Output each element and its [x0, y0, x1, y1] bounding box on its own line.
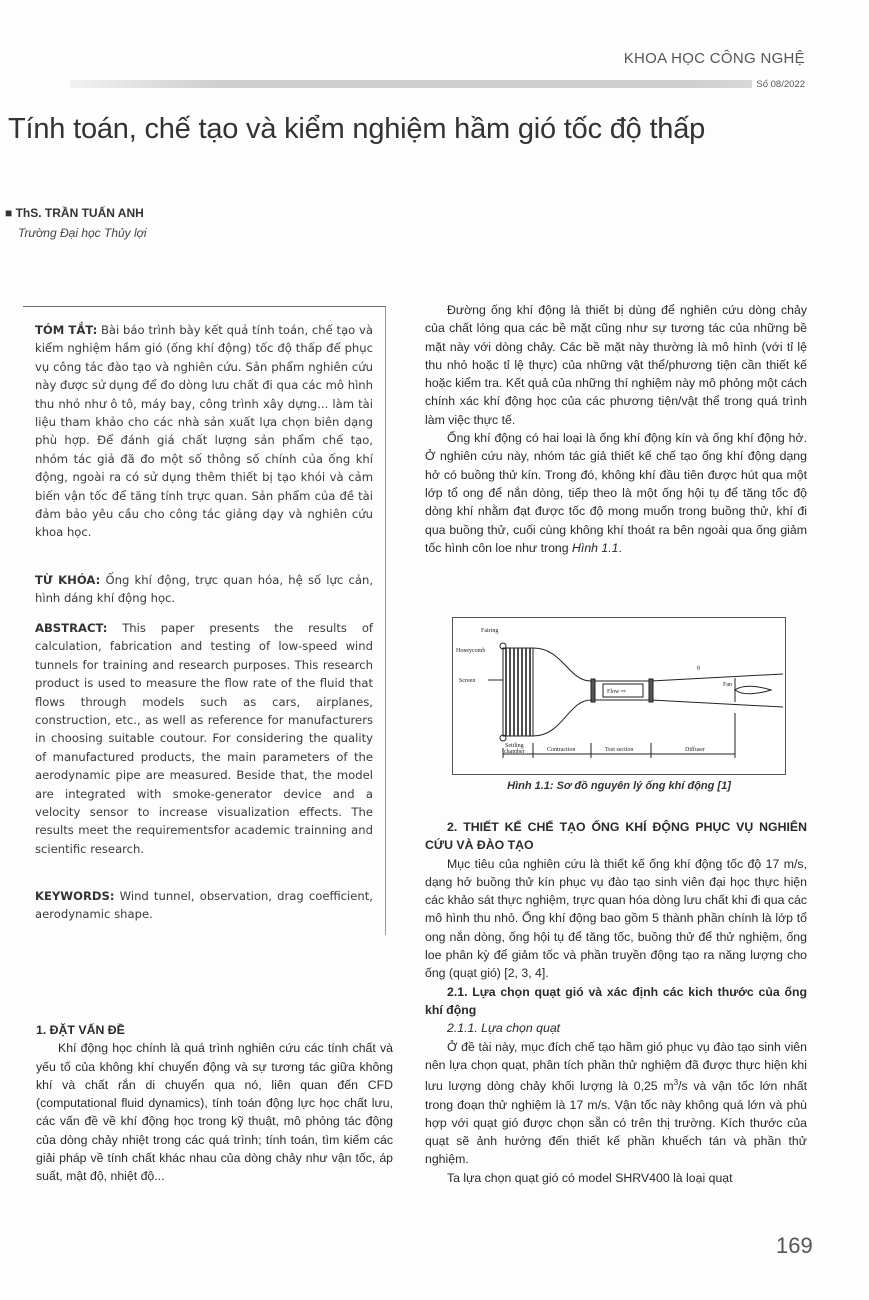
abstract-text: This paper presents the results of calculation, fabrication and testing of low-speed wind tunnels for training and research purposes. This research product is used to measure the flow rate of the fluid that flows through models such as cars, airplanes, construction, etc., as well as reference for manufacturers in choosing suitable coutour. For considering the quality of manufactured products, the main parameters of the aerodynamic pipe are measured. Beside that, the model are integrated with smoke-generator device and a velocity sensor to increase visualization effects. The results meet the requirementsfor academic trainning and scientific research.: [35, 621, 373, 856]
section-2-paragraph: Mục tiêu của nghiên cứu là thiết kế ống khí động tốc độ 17 m/s, dạng hở buồng thử kín phục vụ đào tạo sinh viên đại học thực hiện các khảo sát thực nghiệm, trực quan hóa dòng lưu chất khi đi qua các mô hình thu nhỏ. Ống khí động bao gồm 5 thành phần chính là lớp tổ ong nắn dòng, ống hội tụ để tăng tốc, buồng thử để thử nghiệm, ống loe phân kỳ để giảm tốc và phần truyền động tạo ra năng lượng cho ống (quạt gió) [2, 3, 4].: [425, 856, 807, 981]
tukhoa-text: Ống khí động, trực quan hóa, hệ số lực cản, hình dáng khí động học.: [35, 573, 373, 606]
settling-label-2: chamber: [504, 749, 525, 755]
tukhoa-label: TỪ KHÓA:: [35, 573, 101, 587]
screen-label: Screen: [459, 678, 476, 684]
flow-label: Flow ⇨: [607, 689, 626, 695]
fan-selection-paragraph: [425, 1038, 807, 1169]
tomtat-label: TÓM TẮT:: [35, 323, 98, 337]
right-column-intro: [425, 301, 807, 557]
fan-blade: [735, 686, 771, 694]
issue-number: Số 08/2022: [752, 79, 805, 90]
angle-label: θ: [697, 666, 700, 672]
section-1: [36, 1021, 393, 1186]
page-number: 169: [776, 1233, 813, 1258]
subsection-2-1-1-heading: 2.1.1. Lựa chọn quạt: [447, 1021, 561, 1036]
test-section-label: Test section: [605, 747, 634, 753]
keywords-paragraph: [35, 887, 373, 924]
fairing-label: Fairing: [481, 628, 499, 634]
fan-text-b: /s và vận tốc lớn nhất trong đoạn thử nghiệm là 17 m/s. Vận tốc này không quá lớn và phù hợp với quạt gió được chọn sẵn có trên thị trường. Kích thước của quạt sẽ ảnh hưởng đến thiết kế phần khuếch tán và phần thử nghiệm.: [425, 1079, 808, 1167]
section-2: [425, 818, 807, 1187]
section-1-paragraph: Khí động học chính là quá trình nghiên cứu các tính chất và yếu tố của không khí chuyển động và sự tương tác giữa không khí và chất rắn di chuyển qua nó, liên quan đến CFD (computational fluid dynamics), tính toán động lực học chất lưu, các vấn đề về khí động học trong kỹ thuật, mô phỏng tác động của dòng chảy nhiệt trong các quá trình; tính toán, tìm kiếm các giải pháp về tính chất khác nhau của dòng chảy như vận tốc, áp suất, mật độ, nhiệt độ...: [36, 1041, 393, 1184]
header-rule: [70, 80, 803, 88]
lower-wall: [533, 700, 783, 736]
subsection-2-1-heading: 2.1. Lựa chọn quạt gió và xác định các kich thước của ống khí động: [425, 984, 807, 1017]
abstract-box: [23, 306, 386, 935]
honeycomb-label: Honeycomb: [456, 648, 486, 654]
article-title: Tính toán, chế tạo và kiểm nghiệm hầm gió tốc độ thấp: [8, 113, 706, 145]
intro-paragraph-2: [425, 429, 807, 557]
figure-reference: Hình 1.1: [572, 540, 619, 555]
section-2-heading: 2. THIẾT KẾ CHẾ TẠO ỐNG KHÍ ĐỘNG PHỤC VỤ NGHIÊN CỨU VÀ ĐÀO TẠO: [425, 820, 807, 853]
author-name: ■ ThS. TRẦN TUẤN ANH: [5, 206, 144, 220]
keywords-label: KEYWORDS:: [35, 889, 115, 903]
abstract-label: ABSTRACT:: [35, 621, 108, 635]
period: .: [618, 540, 622, 555]
abstract-paragraph: [35, 619, 373, 858]
settling-label-1: Settling: [505, 743, 524, 749]
fan-text-a: Ở đề tài này, mục đích chế tạo hầm gió phục vụ đào tạo sinh viên nên lựa chọn quạt, phân tích phần thử nghiệm đã được thực hiện khi lưu lượng dòng chảy khối lượng là 0,25 m: [425, 1039, 807, 1094]
intro-paragraph-1: Đường ống khí động là thiết bị dùng để nghiên cứu dòng chảy của chất lỏng qua các bề mặt cũng như sự tương tác của những bề mặt này với dòng chảy. Các bề mặt này thường là mô hình (với tỉ lệ thu nhỏ hoặc tỉ lệ thực) của những vật thể/phương tiện cần thiết kế hoặc kiểm tra. Kết quả của những thí nghiệm này mô phỏng một cách chính xác khí động học của các phương tiện/vật thể trong quá trình làm việc thực tế.: [425, 303, 807, 427]
journal-section: KHOA HỌC CÔNG NGHỆ: [623, 50, 805, 67]
fan-label: Fan: [723, 682, 732, 688]
intro-paragraph-2-text: Ống khí động có hai loại là ống khí động kín và ống khí động hở. Ở nghiên cứu này, nhóm tác giả thiết kế chế tạo ống khí động dạng hở có buồng thử kín. Trong đó, không khí đầu tiên được hút qua một lớp tổ ong để nắn dòng, tiếp theo là một ống hội tụ để tăng tốc độ dòng khí nhằm đạt được tốc độ mong muốn trong buồng thử, khí đi qua buồng thử, cuối cùng không khí thoát ra bên ngoài qua ống giảm tốc hình côn loe như trong: [425, 431, 807, 555]
keywords-text: Wind tunnel, observation, drag coefficient, aerodynamic shape.: [35, 889, 373, 922]
diffuser-label: Diffuser: [685, 747, 705, 753]
tomtat-paragraph: [35, 321, 373, 542]
figure-caption: Hình 1.1: Sơ đồ nguyên lý ống khí động [1]: [507, 780, 731, 792]
contraction-label: Contraction: [547, 747, 576, 753]
fan-model-paragraph: Ta lựa chọn quạt gió có model SHRV400 là loại quạt: [447, 1170, 733, 1185]
tomtat-text: Bài báo trình bày kết quả tính toán, chế tạo và kiểm nghiệm hầm gió (ống khí động) tốc độ thấp để phục vụ công tác đào tạo và nghiên cứu. Sản phẩm nghiên cứu này được sử dụng để đo dòng lưu chất đi qua các mô hình thu nhỏ như ô tô, máy bay, công trình xây dựng... làm tài liệu tham khảo cho các nhà sản xuất lựa chọn biên dạng phù hợp. Để đánh giá chất lượng sản phẩm chế tạo, nhóm tác giả đã đo một số thông số chính của ống khí động, ngoài ra có sử dụng thêm thiết bị tạo khói và cảm biến vận tốc để tăng tính trực quan. Sản phẩm của đề tài đảm bảo yêu cầu cho công tác giảng dạy và nghiên cứu khoa học.: [35, 323, 373, 540]
superscript: 3: [673, 1078, 679, 1088]
wind-tunnel-diagram: [452, 617, 786, 775]
upper-wall: [533, 648, 783, 681]
tukhoa-paragraph: [35, 571, 373, 608]
section-1-heading: 1. ĐẶT VẤN ĐỀ: [36, 1023, 125, 1037]
author-affiliation: Trường Đại học Thủy lợi: [18, 226, 147, 240]
